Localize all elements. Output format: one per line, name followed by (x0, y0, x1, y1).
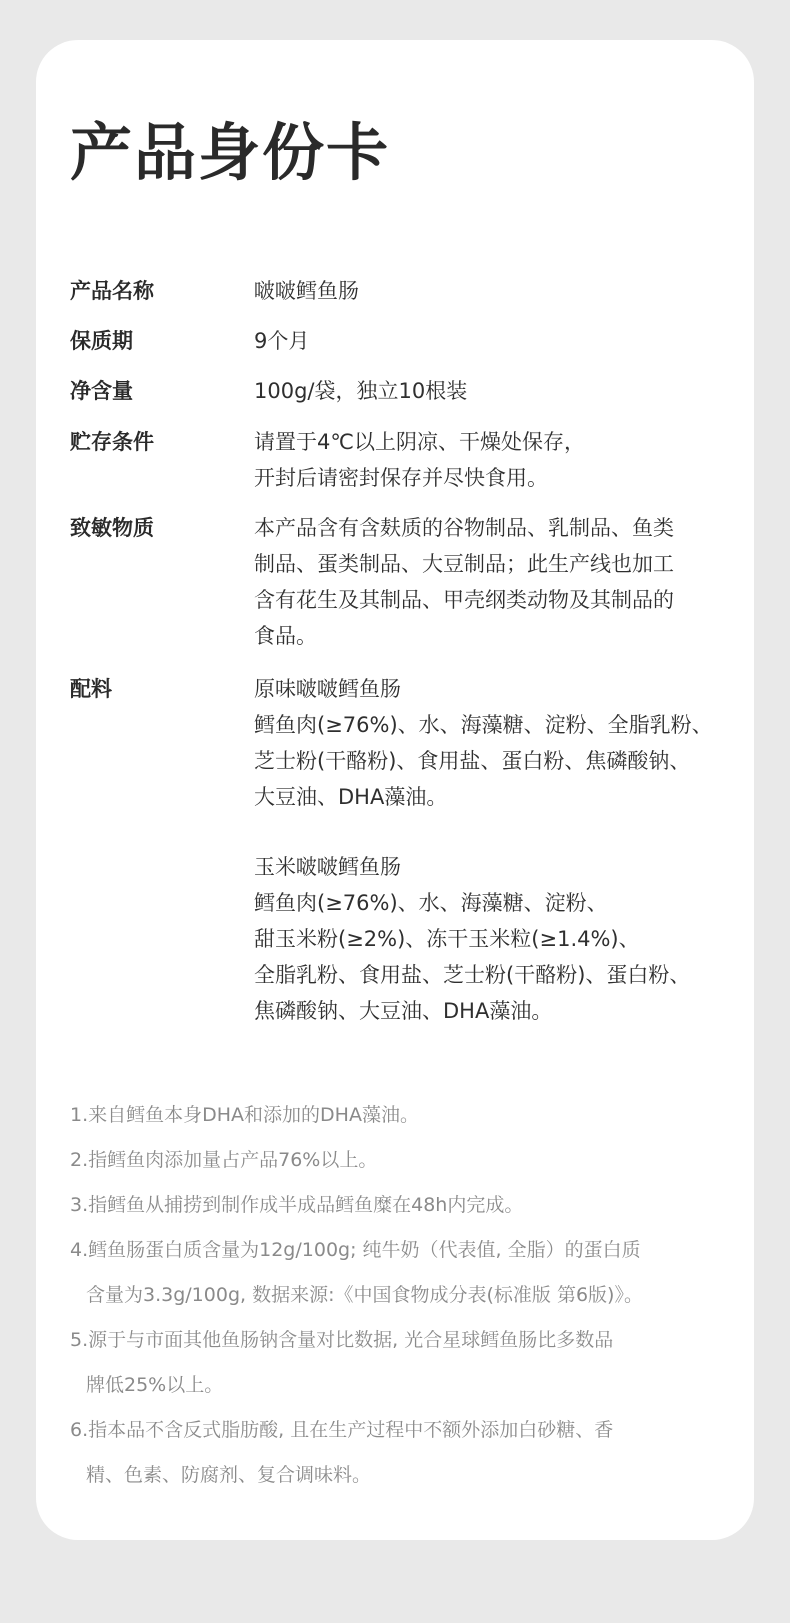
spec-value (254, 424, 734, 496)
ingredient-line: 芝士粉(干酪粉)、食用盐、蛋白粉、焦磷酸钠、 (254, 749, 691, 773)
product-id-card (36, 40, 754, 1540)
spec-label: 贮存条件 (70, 430, 154, 454)
footnote-text: 6.指本品不含反式脂肪酸, 且在生产过程中不额外添加白砂糖、香 (70, 1419, 614, 1441)
footnote-text-cont: 含量为3.3g/100g, 数据来源:《中国食物成分表(标准版 第6版)》。 (86, 1284, 643, 1306)
spec-value: 100g/袋，独立10根装 (254, 379, 468, 403)
footnote (70, 1093, 750, 1138)
spec-label: 保质期 (70, 329, 133, 353)
variant-name-corn: 玉米啵啵鳕鱼肠 (254, 855, 401, 879)
ingredient-line: 鳕鱼肉(≥76%)、水、海藻糖、淀粉、全脂乳粉、 (254, 713, 713, 737)
footnote (70, 1408, 750, 1498)
spec-value: 9个月 (254, 329, 310, 353)
storage-line: 请置于4℃以上阴凉、干燥处保存， (254, 430, 585, 454)
allergen-line: 含有花生及其制品、甲壳纲类动物及其制品的 (254, 588, 674, 612)
footnote (70, 1228, 750, 1318)
ingredient-line: 焦磷酸钠、大豆油、DHA藻油。 (254, 999, 553, 1023)
footnote-text: 1.来自鳕鱼本身DHA和添加的DHA藻油。 (70, 1104, 419, 1126)
spec-value: 啵啵鳕鱼肠 (254, 279, 359, 303)
storage-line: 开封后请密封保存并尽快食用。 (254, 466, 548, 490)
ingredient-line: 大豆油、DHA藻油。 (254, 785, 448, 809)
spec-label: 净含量 (70, 379, 133, 403)
ingredient-line: 甜玉米粉(≥2%)、冻干玉米粒(≥1.4%)、 (254, 927, 640, 951)
ingredient-line: 全脂乳粉、食用盐、芝士粉(干酪粉)、蛋白粉、 (254, 963, 691, 987)
allergen-line: 食品。 (254, 624, 317, 648)
allergen-line: 制品、蛋类制品、大豆制品；此生产线也加工 (254, 552, 674, 576)
ingredient-gap (254, 815, 734, 849)
footnote-text: 5.源于与市面其他鱼肠钠含量对比数据, 光合星球鳕鱼肠比多数品 (70, 1329, 614, 1351)
spec-label: 配料 (70, 677, 112, 701)
footnote-text: 2.指鳕鱼肉添加量占产品76%以上。 (70, 1149, 378, 1171)
spec-label: 致敏物质 (70, 516, 154, 540)
footnote (70, 1138, 750, 1183)
spec-value (254, 510, 734, 654)
card-title: 产品身份卡 (70, 116, 391, 189)
footnote-text: 3.指鳕鱼从捕捞到制作成半成品鳕鱼糜在48h内完成。 (70, 1194, 524, 1216)
footnotes (70, 1093, 750, 1498)
variant-name-original: 原味啵啵鳕鱼肠 (254, 677, 401, 701)
ingredient-line: 鳕鱼肉(≥76%)、水、海藻糖、淀粉、 (254, 891, 608, 915)
allergen-line: 本产品含有含麸质的谷物制品、乳制品、鱼类 (254, 516, 674, 540)
spec-label: 产品名称 (70, 279, 154, 303)
footnote (70, 1318, 750, 1408)
footnote (70, 1183, 750, 1228)
spec-value (254, 671, 734, 1029)
footnote-text-cont: 牌低25%以上。 (86, 1374, 224, 1396)
footnote-text-cont: 精、色素、防腐剂、复合调味料。 (86, 1464, 372, 1486)
footnote-text: 4.鳕鱼肠蛋白质含量为12g/100g; 纯牛奶（代表值, 全脂）的蛋白质 (70, 1239, 641, 1261)
